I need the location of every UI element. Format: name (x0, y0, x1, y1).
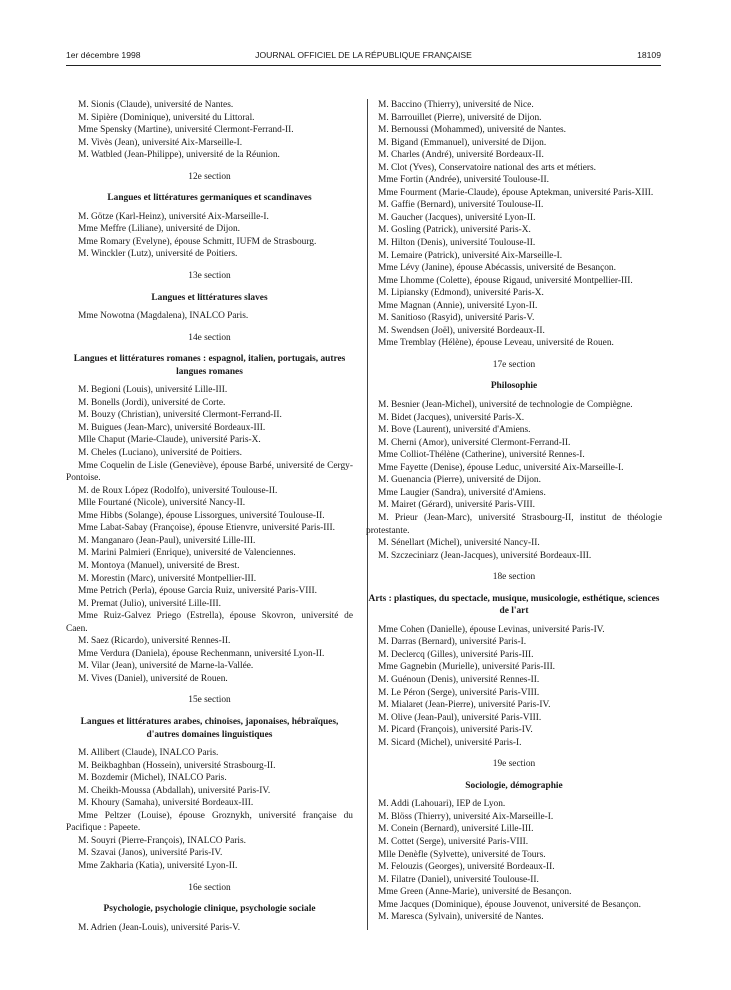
appointment-entry: M. Felouzis (Georges), université Bordeaux-II. (378, 862, 555, 873)
appointment-entry: M. Szavai (Janos), université Paris-IV. (78, 848, 223, 859)
appointment-entry: M. Allibert (Claude), INALCO Paris. (78, 748, 219, 759)
appointment-entry: M. Sanitioso (Rasyid), université Paris-V. (378, 313, 535, 324)
appointment-entry: Mme Laugier (Sandra), université d'Amiens. (378, 487, 546, 498)
appointment-entry: Mme Colliot-Thélène (Catherine), université Rennes-I. (378, 450, 585, 461)
appointment-entry: M. Cottet (Serge), université Paris-VIII. (378, 836, 529, 847)
appointment-entry: M. Mialaret (Jean-Pierre), université Paris-IV. (378, 700, 551, 711)
appointment-entry: Mlle Fourtané (Nicole), université Nancy-II. (78, 498, 246, 509)
appointment-entry: M. de Roux López (Rodolfo), université Toulouse-II. (78, 485, 278, 496)
appointment-entry: M. Bozdemir (Michel), INALCO Paris. (78, 773, 227, 784)
section-number: 13e section (188, 271, 231, 282)
appointment-entry: Mme Meffre (Liliane), université de Dijon. (78, 224, 241, 235)
appointment-entry: M. Hilton (Denis), université Toulouse-II. (378, 238, 536, 249)
appointment-entry: M. Morestin (Marc), université Montpellier-III. (78, 573, 257, 584)
left-column (66, 99, 353, 934)
section-title: Arts : plastiques, du spectacle, musique, musicologie, esthétique, sciences de l'art (368, 593, 660, 617)
appointment-entry: Mme Gagnebin (Murielle), université Paris-III. (378, 662, 556, 673)
section-title: Langues et littératures romanes : espagnol, italien, portugais, autres langues romanes (73, 354, 346, 377)
header-date: 1er décembre 1998 (66, 50, 141, 60)
appointment-entry: Mme Green (Anne-Marie), université de Besançon. (378, 887, 572, 898)
appointment-entry: Mme Petrich (Perla), épouse Garcia Ruiz, université Paris-VIII. (78, 586, 317, 597)
appointment-entry: Mme Hibbs (Solange), épouse Lissorgues, université Toulouse-II. (78, 510, 325, 521)
appointment-entry: M. Le Péron (Serge), université Paris-VIII. (378, 687, 540, 698)
appointment-entry: Mlle Denèfle (Sylvette), université de Tours. (378, 849, 546, 860)
appointment-entry: M. Götze (Karl-Heinz), université Aix-Marseille-I. (78, 211, 269, 222)
appointment-entry: Mme Coquelin de Lisle (Geneviève), épouse Barbé, université de Cergy-Pontoise. (66, 460, 353, 484)
appointment-entry: M. Filatre (Daniel), université Toulouse-II. (378, 874, 539, 885)
appointment-entry: Mlle Chaput (Marie-Claude), université Paris-X. (78, 435, 261, 446)
section-number: 15e section (188, 695, 231, 706)
header-rule (66, 65, 661, 66)
appointment-entry: Mme Fourment (Marie-Claude), épouse Aptekman, université Paris-XIII. (378, 187, 654, 198)
appointment-entry: M. Marini Palmieri (Enrique), université de Valenciennes. (78, 548, 296, 559)
appointment-entry: M. Darras (Bernard), université Paris-I. (378, 637, 527, 648)
appointment-entry: Mme Verdura (Daniela), épouse Rechenmann, université Lyon-II. (78, 648, 325, 659)
appointment-entry: M. Premat (Julio), université Lille-III. (78, 598, 221, 609)
appointment-entry: M. Prieur (Jean-Marc), université Strasbourg-II, institut de théologie protestante. (366, 512, 662, 536)
appointment-entry: Mme Magnan (Annie), université Lyon-II. (378, 300, 538, 311)
appointment-entry: M. Gaucher (Jacques), université Lyon-II. (378, 212, 536, 223)
section-number: 17e section (492, 359, 536, 370)
appointment-entry: Mme Lévy (Janine), épouse Abécassis, université de Besançon. (378, 263, 616, 274)
appointment-entry: M. Szczeciniarz (Jean-Jacques), université Bordeaux-III. (378, 550, 592, 561)
appointment-entry: M. Declercq (Gilles), université Paris-III. (378, 649, 534, 660)
appointment-entry: Mme Romary (Evelyne), épouse Schmitt, IUFM de Strasbourg. (78, 236, 317, 247)
appointment-entry: M. Cheikh-Moussa (Abdallah), université Paris-IV. (78, 785, 271, 796)
appointment-entry: M. Souyri (Pierre-François), INALCO Paris. (78, 835, 246, 846)
appointment-entry: M. Vives (Daniel), université de Rouen. (78, 673, 228, 684)
section-title: Langues et littératures slaves (151, 292, 268, 303)
header-page-number: 18109 (637, 50, 661, 60)
appointment-entry: M. Charles (André), université Bordeaux-II. (378, 150, 544, 161)
appointment-entry: M. Besnier (Jean-Michel), université de technologie de Compiègne. (378, 400, 633, 411)
appointment-entry: M. Cherni (Amor), université Clermont-Ferrand-II. (378, 437, 571, 448)
appointment-entry: M. Conein (Bernard), université Lille-III. (378, 824, 534, 835)
appointment-entry: M. Bidet (Jacques), université Paris-X. (378, 412, 525, 423)
appointment-entry: M. Maresca (Sylvain), université de Nantes. (378, 912, 544, 923)
section-number: 14e section (188, 332, 231, 343)
appointment-entry: M. Lipiansky (Edmond), université Paris-X. (378, 288, 544, 299)
appointment-entry: M. Lemaire (Patrick), université Aix-Marseille-I. (378, 250, 563, 261)
appointment-entry: M. Saez (Ricardo), université Rennes-II. (78, 636, 231, 647)
appointment-entry: M. Sipière (Dominique), université du Littoral. (78, 112, 255, 123)
appointment-entry: M. Baccino (Thierry), université de Nice. (378, 100, 534, 110)
appointment-entry: M. Gosling (Patrick), université Paris-X. (378, 225, 531, 236)
section-title: Sociologie, démographie (465, 780, 563, 791)
appointment-entry: M. Adrien (Jean-Louis), université Paris-V. (78, 922, 241, 933)
appointment-entry: M. Cheles (Luciano), université de Poitiers. (78, 448, 243, 459)
section-number: 18e section (492, 572, 536, 583)
appointment-entry: M. Mairet (Gérard), université Paris-VIII. (378, 500, 535, 511)
appointment-entry: M. Vivès (Jean), université Aix-Marseille-I. (78, 137, 243, 148)
appointment-entry: M. Bove (Laurent), université d'Amiens. (378, 425, 531, 436)
appointment-entry: M. Barrouillet (Pierre), université de Dijon. (378, 112, 542, 123)
appointment-entry: M. Bonells (Jordi), université de Corte. (78, 397, 226, 408)
appointment-entry: Mme Ruiz-Galvez Priego (Estrella), épouse Skovron, université de Caen. (66, 611, 353, 634)
appointment-entry: Mme Jacques (Dominique), épouse Jouvenot, université de Besançon. (378, 899, 641, 910)
section-number: 12e section (188, 171, 231, 182)
appointment-entry: M. Guenancia (Pierre), université de Dijon. (378, 475, 541, 486)
appointment-entry: Mme Fortin (Andrée), université Toulouse-II. (378, 175, 550, 186)
appointment-entry: M. Montoya (Manuel), université de Brest. (78, 560, 240, 571)
appointment-entry: Mme Peltzer (Louise), épouse Groznykh, université française du Pacifique : Papeete. (66, 810, 353, 834)
appointment-entry: Mme Nowotna (Magdalena), INALCO Paris. (78, 311, 249, 322)
appointment-entry: M. Bernoussi (Mohammed), université de Nantes. (378, 125, 566, 136)
section-title: Philosophie (490, 381, 538, 392)
appointment-entry: M. Winckler (Lutz), université de Poitiers. (78, 249, 238, 260)
appointment-entry: M. Clot (Yves), Conservatoire national des arts et métiers. (378, 162, 597, 173)
appointment-entry: M. Bigand (Emmanuel), université de Dijon. (378, 137, 547, 148)
appointment-entry: M. Beikbaghban (Hossein), université Strasbourg-II. (78, 760, 276, 771)
appointment-entry: M. Addi (Lahouari), IEP de Lyon. (378, 799, 506, 810)
appointment-entry: M. Buigues (Jean-Marc), université Bordeaux-III. (78, 422, 266, 433)
appointment-entry: M. Watbled (Jean-Philippe), université de la Réunion. (78, 150, 280, 161)
page-header (66, 50, 661, 64)
appointment-entry: M. Begioni (Louis), université Lille-III. (78, 385, 228, 396)
appointment-entry: Mme Labat-Sabay (Françoise), épouse Etienvre, université Paris-III. (78, 523, 335, 534)
header-journal-title: JOURNAL OFFICIEL DE LA RÉPUBLIQUE FRANÇAISE (255, 50, 472, 60)
appointment-entry: M. Manganaro (Jean-Paul), université Lille-III. (78, 535, 256, 546)
appointment-entry: Mme Spensky (Martine), université Clermont-Ferrand-II. (78, 125, 294, 136)
appointment-entry: M. Blöss (Thierry), université Aix-Marseille-I. (378, 811, 554, 822)
section-title: Langues et littératures arabes, chinoises, japonaises, hébraïques, d'autres domaines linguistiques (80, 716, 339, 740)
section-title: Psychologie, psychologie clinique, psychologie sociale (103, 904, 316, 915)
section-title: Langues et littératures germaniques et scandinaves (107, 193, 312, 204)
appointment-entry: M. Sénellart (Michel), université Nancy-II. (378, 538, 540, 549)
section-number: 19e section (492, 759, 536, 770)
appointment-entry: M. Sicard (Michel), université Paris-I. (378, 737, 522, 748)
appointment-entry: M. Gaffie (Bernard), université Toulouse-II. (378, 200, 544, 211)
appointment-entry: Mme Zakharia (Katia), université Lyon-II. (78, 860, 238, 871)
appointment-entry: M. Khoury (Samaha), université Bordeaux-III. (78, 798, 254, 809)
appointment-entry: Mme Lhomme (Colette), épouse Rigaud, université Montpellier-III. (378, 275, 633, 286)
appointment-entry: Mme Tremblay (Hélène), épouse Leveau, université de Rouen. (378, 338, 614, 349)
appointment-entry: M. Picard (François), université Paris-IV. (378, 725, 533, 736)
appointment-entry: M. Sionis (Claude), université de Nantes. (78, 100, 234, 110)
appointment-entry: M. Vilar (Jean), université de Marne-la-Vallée. (78, 661, 254, 672)
appointment-entry: M. Guénoun (Denis), université Rennes-II. (378, 674, 540, 685)
appointment-entry: M. Olive (Jean-Paul), université Paris-VIII. (378, 712, 542, 723)
appointment-entry: Mme Cohen (Danielle), épouse Levinas, université Paris-IV. (378, 624, 605, 635)
appointment-entry: M. Swendsen (Joël), université Bordeaux-II. (378, 325, 545, 336)
appointment-entry: Mme Fayette (Denise), épouse Leduc, université Aix-Marseille-I. (378, 462, 624, 473)
appointment-entry: M. Bouzy (Christian), université Clermont-Ferrand-II. (78, 410, 282, 421)
section-number: 16e section (188, 882, 231, 893)
right-column (366, 99, 662, 924)
